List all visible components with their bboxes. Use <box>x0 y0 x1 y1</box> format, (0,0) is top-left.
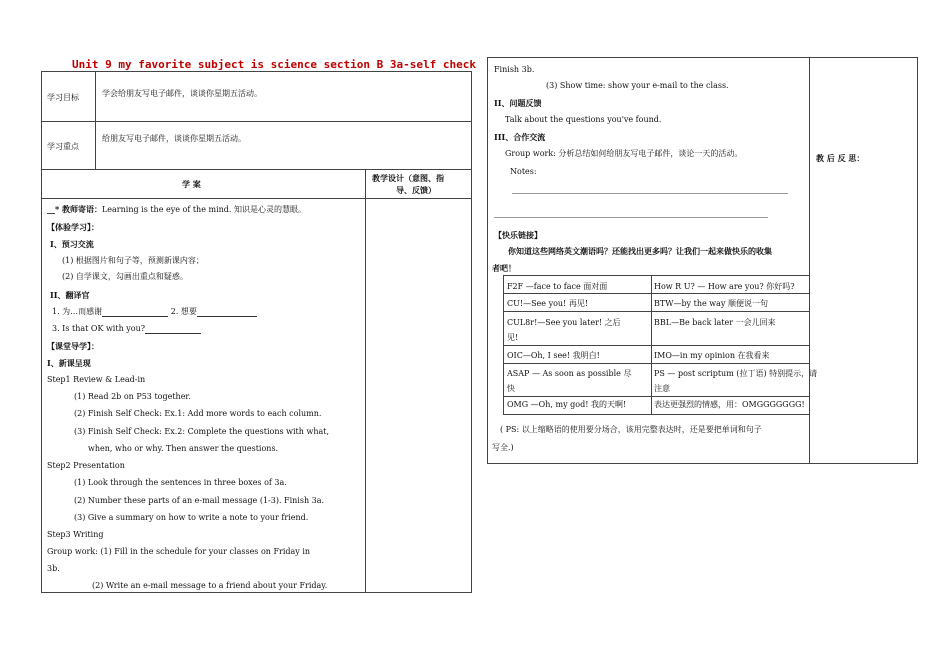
blank-3[interactable] <box>145 325 201 334</box>
page-title: Unit 9 my favorite subject is science section B 3a-self check <box>72 58 476 71</box>
step1-item-3a: (3) Finish Self Check: Ex.2: Complete the questions with what, <box>74 427 329 436</box>
slang-3-left: CUL8r!—See you later! 之后 <box>507 318 621 327</box>
fun-title: 【快乐链接】 <box>494 230 542 240</box>
question-title: II、问题反馈 <box>494 98 542 108</box>
slang-5-left: ASAP — As soon as possible 尽 <box>507 369 632 378</box>
preview-title: I、预习交流 <box>50 239 94 249</box>
cooperation-text: Group work: 分析总结如何给朋友写电子邮件，谈论一天的活动。 <box>505 149 743 158</box>
notes-label: Notes: <box>510 167 537 176</box>
step1-item-2: (2) Finish Self Check: Ex.1: Add more words to each column. <box>74 409 322 418</box>
fun-intro-2: 者吧！ <box>492 263 516 273</box>
translate-1a: 1. 为…而感谢 <box>52 307 103 316</box>
notes-line-1 <box>512 193 788 194</box>
teacher-message <box>47 204 306 215</box>
finish-3b: Finish 3b. <box>494 65 535 74</box>
step2-item-1: (1) Look through the sentences in three boxes of 3a. <box>74 478 287 487</box>
experience-title: 【体验学习】： <box>47 222 99 232</box>
fun-intro-1: 你知道这些网络英文潮语吗？还能找出更多吗？让我们一起来做快乐的收集 <box>508 246 772 256</box>
preview-item-2: (2) 自学课文，勾画出重点和疑惑。 <box>62 272 188 281</box>
step3-item-1a: Group work: (1) Fill in the schedule for your classes on Friday in <box>47 547 311 556</box>
slang-5-right-cont: 注意 <box>654 384 670 393</box>
ps-note-2: 写全.) <box>492 443 514 452</box>
step1-item-3b: when, who or why. Then answer the questions. <box>88 444 279 453</box>
reflection-label: 教 后 反 思： <box>816 153 865 163</box>
slang-6-left: OMG —Oh, my god! 我的天啊! <box>507 400 627 409</box>
teacher-message-prefix: __* 教师寄语： <box>47 204 102 214</box>
translate-1b: 2. 想要 <box>170 307 197 316</box>
cooperation-title: III、合作交流 <box>494 132 546 142</box>
step2-item-3: (3) Give a summary on how to write a note to your friend. <box>74 513 309 522</box>
new-lesson-title: I、新课呈现 <box>47 358 91 368</box>
design-header-2: 导、反馈） <box>396 185 436 195</box>
ps-note-1: ( PS: 以上缩略语的使用要分场合，该用完整表达时，还是要把单词和句子 <box>500 425 762 434</box>
step3-item-1b: 3b. <box>47 564 60 573</box>
preview-item-1: (1) 根据图片和句子等，预测新课内容； <box>62 256 204 265</box>
slang-1-left: F2F —face to face 面对面 <box>507 282 608 291</box>
notes-line-2 <box>494 217 768 218</box>
slang-2-right: BTW—by the way 顺便说一句 <box>654 299 768 308</box>
blank-2[interactable] <box>197 308 257 317</box>
focus-text: 给朋友写电子邮件，谈谈你星期五活动。 <box>102 134 246 143</box>
goal-label: 学习目标 <box>47 93 79 102</box>
step2-item-2: (2) Number these parts of an e-mail message (1-3). Finish 3a. <box>74 496 325 505</box>
step1-title: Step1 Review & Lead-in <box>47 375 146 384</box>
slang-1-right: How R U? — How are you? 你好吗? <box>654 282 795 291</box>
slang-3-left-cont: 见! <box>507 333 519 342</box>
slang-2-left: CU!—See you! 再见! <box>507 299 589 308</box>
translate-item-2 <box>52 324 201 334</box>
slang-4-right: IMO—in my opinion 在我看来 <box>654 351 770 360</box>
step1-item-1: (1) Read 2b on P53 together. <box>74 392 191 401</box>
goal-text: 学会给朋友写电子邮件，谈谈你星期五活动。 <box>102 89 262 98</box>
slang-3-right: BBL—Be back later 一会儿回来 <box>654 318 776 327</box>
focus-label: 学习重点 <box>47 142 79 151</box>
translate-item-1 <box>52 307 257 317</box>
class-title: 【课堂导学】： <box>47 341 99 351</box>
slang-4-left: OIC—Oh, I see! 我明白! <box>507 351 600 360</box>
slang-5-left-cont: 快 <box>507 384 515 393</box>
blank-1[interactable] <box>102 308 168 317</box>
translate-title: II、翻译官 <box>50 290 90 300</box>
slang-6-right: 表达更强烈的情感，用：OMGGGGGGG! <box>654 400 805 409</box>
step3-title: Step3 Writing <box>47 530 104 539</box>
design-header-1: 教学设计（意图、指 <box>372 173 444 183</box>
show-time: (3) Show time: show your e-mail to the class. <box>546 81 729 90</box>
teacher-message-text: Learning is the eye of the mind. 知识是心灵的慧眼。 <box>101 205 306 214</box>
translate-2: 3. Is that OK with you? <box>52 324 146 333</box>
step2-title: Step2 Presentation <box>47 461 125 470</box>
step3-item-2: (2) Write an e-mail message to a friend about your Friday. <box>92 581 328 590</box>
slang-5-right: PS — post scriptum (拉丁语) 特别提示，请 <box>654 369 818 378</box>
plan-header: 学 案 <box>182 179 201 189</box>
question-text: Talk about the questions you've found. <box>505 115 662 124</box>
